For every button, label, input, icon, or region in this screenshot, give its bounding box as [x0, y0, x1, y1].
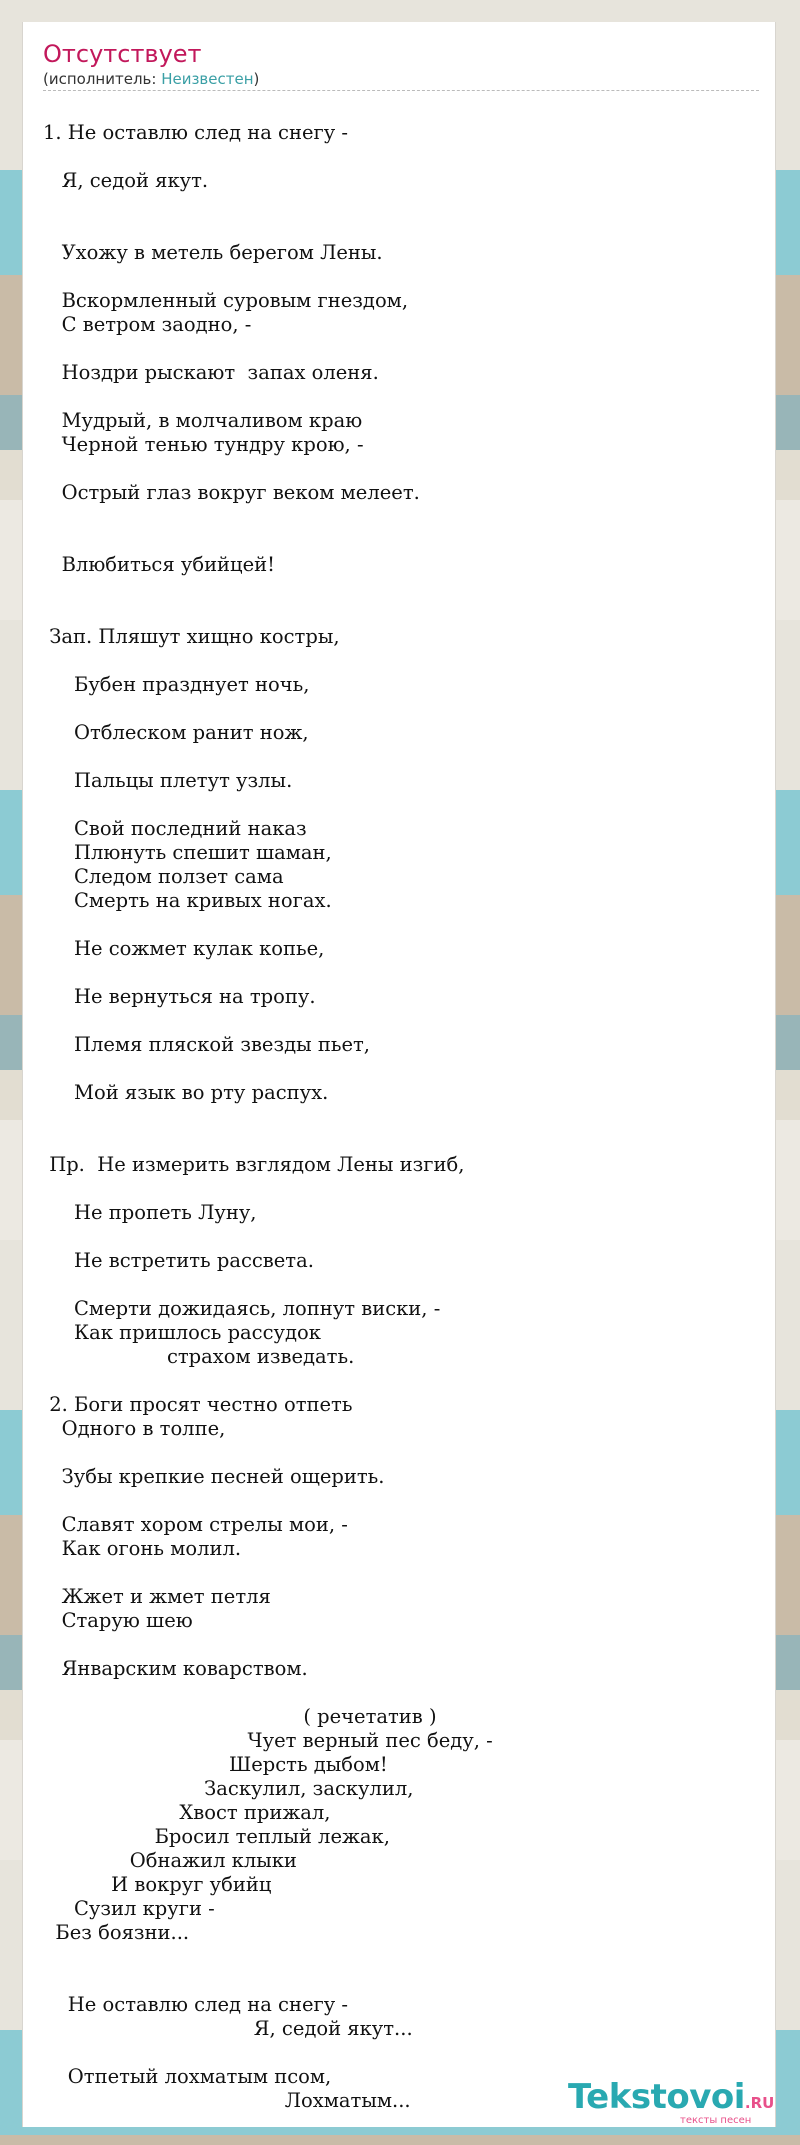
artist-suffix: ) — [253, 70, 260, 88]
logo-main-text: Tekstovoi — [568, 2077, 745, 2117]
logo-tagline: тексты песен — [680, 2115, 752, 2126]
song-title: Отсутствует — [43, 40, 202, 68]
artist-prefix: (исполнитель: — [43, 70, 162, 88]
site-logo[interactable] — [568, 2077, 778, 2127]
artist-line — [43, 70, 259, 88]
logo-tld: .RU — [744, 2094, 775, 2112]
lyrics-text: 1. Не оставлю след на снегу - Я, седой якут. Ухожу в метель берегом Лены. Вскормленный суровым гнездом, С ветром заодно, - Ноздри рыскают запах оленя. Мудрый, в молчаливом краю Черной тенью тундру крою, - Острый глаз вокруг веком мелеет. Влюбиться убийцей! Зап. Пляшут хищно костры, Бубен празднует ночь, Отблеском ранит нож, Пальцы плетут узлы. Свой последний наказ Плюнуть спешит шаман, Следом ползет сама Смерть на кривых ногах. Не сожмет кулак копье, Не вернуться на тропу. Племя пляской звезды пьет, Мой язык во рту распух. Пр. Не измерить взглядом Лены изгиб, Не пропеть Луну, Не встретить рассвета. Смерти дожидаясь, лопнут виски, - Как пришлось рассудок страхом изведать. 2. Боги просят честно отпеть Одного в толпе, Зубы крепкие песней ощерить. Славят хором стрелы мои, - Как огонь молил. Жжет и жмет петля Старую шею Январским коварством. ( речетатив ) Чует верный пес беду, - Шерсть дыбом! Заскулил, заскулил, Хвост прижал, Бросил теплый лежак, Обнажил клыки И вокруг убийц Сузил круги - Без боязни... Не оставлю след на снегу - Я, седой якут... Отпетый лохматым псом, Лохматым... — [43, 121, 493, 2112]
title-divider — [43, 90, 759, 91]
artist-link[interactable]: Неизвестен — [161, 70, 254, 88]
lyrics-card — [22, 22, 776, 2127]
